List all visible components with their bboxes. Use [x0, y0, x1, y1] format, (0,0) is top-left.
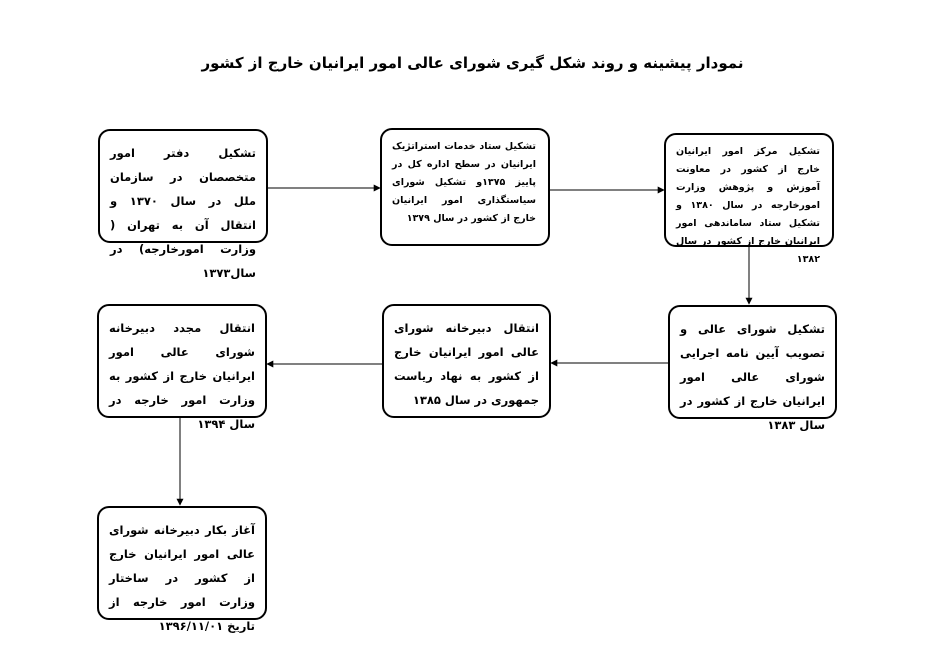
node-6-text: انتقال مجدد دبیرخانه شورای عالی امور ایرانیان خارج از کشور به وزارت امور خارجه در سال ۱۳۹۴	[109, 321, 255, 431]
node-4-text: تشکیل شورای عالی و تصویب آیین نامه اجرایی شورای عالی امور ایرانیان خارج از کشور در سال ۱۳۸۳	[680, 322, 825, 432]
node-6	[97, 304, 267, 431]
node-3-text: تشکیل مرکز امور ایرانیان خارج از کشور در معاونت آموزش و پژوهش وزارت امورخارجه در سال ۱۳۸۰ و تشکیل ستاد ساماندهی امور ایرانیان خارج از کشور در سال ۱۳۸۲	[676, 146, 820, 265]
node-2-text: تشکیل ستاد خدمات استراتژیک ایرانیان در سطح اداره کل در پاییز ۱۳۷۵و تشکیل شورای سیاستگذاری امور ایرانیان خارج از کشور در سال ۱۳۷۹	[392, 141, 536, 224]
node-1	[98, 129, 268, 280]
node-1-text: تشکیل دفتر امور متخصصان در سازمان ملل در سال ۱۳۷۰ و انتقال آن به تهران ( وزارت امورخارجه) در سال۱۳۷۳	[110, 146, 257, 280]
node-4	[668, 305, 837, 432]
node-5-text: انتقال دبیرخانه شورای عالی امور ایرانیان خارج از کشور به نهاد ریاست جمهوری در سال ۱۳۸۵	[394, 321, 539, 407]
node-2	[380, 128, 550, 246]
node-3	[664, 133, 834, 265]
node-7	[97, 506, 267, 633]
node-5	[382, 304, 551, 418]
node-7-text: آغاز بکار دبیرخانه شورای عالی امور ایرانیان خارج از کشور در ساختار وزارت امور خارجه از تاریخ ۱۳۹۶/۱۱/۰۱	[109, 523, 255, 633]
page-title: نمودار پیشینه و روند شکل گیری شورای عالی امور ایرانیان خارج از کشور	[201, 54, 744, 72]
